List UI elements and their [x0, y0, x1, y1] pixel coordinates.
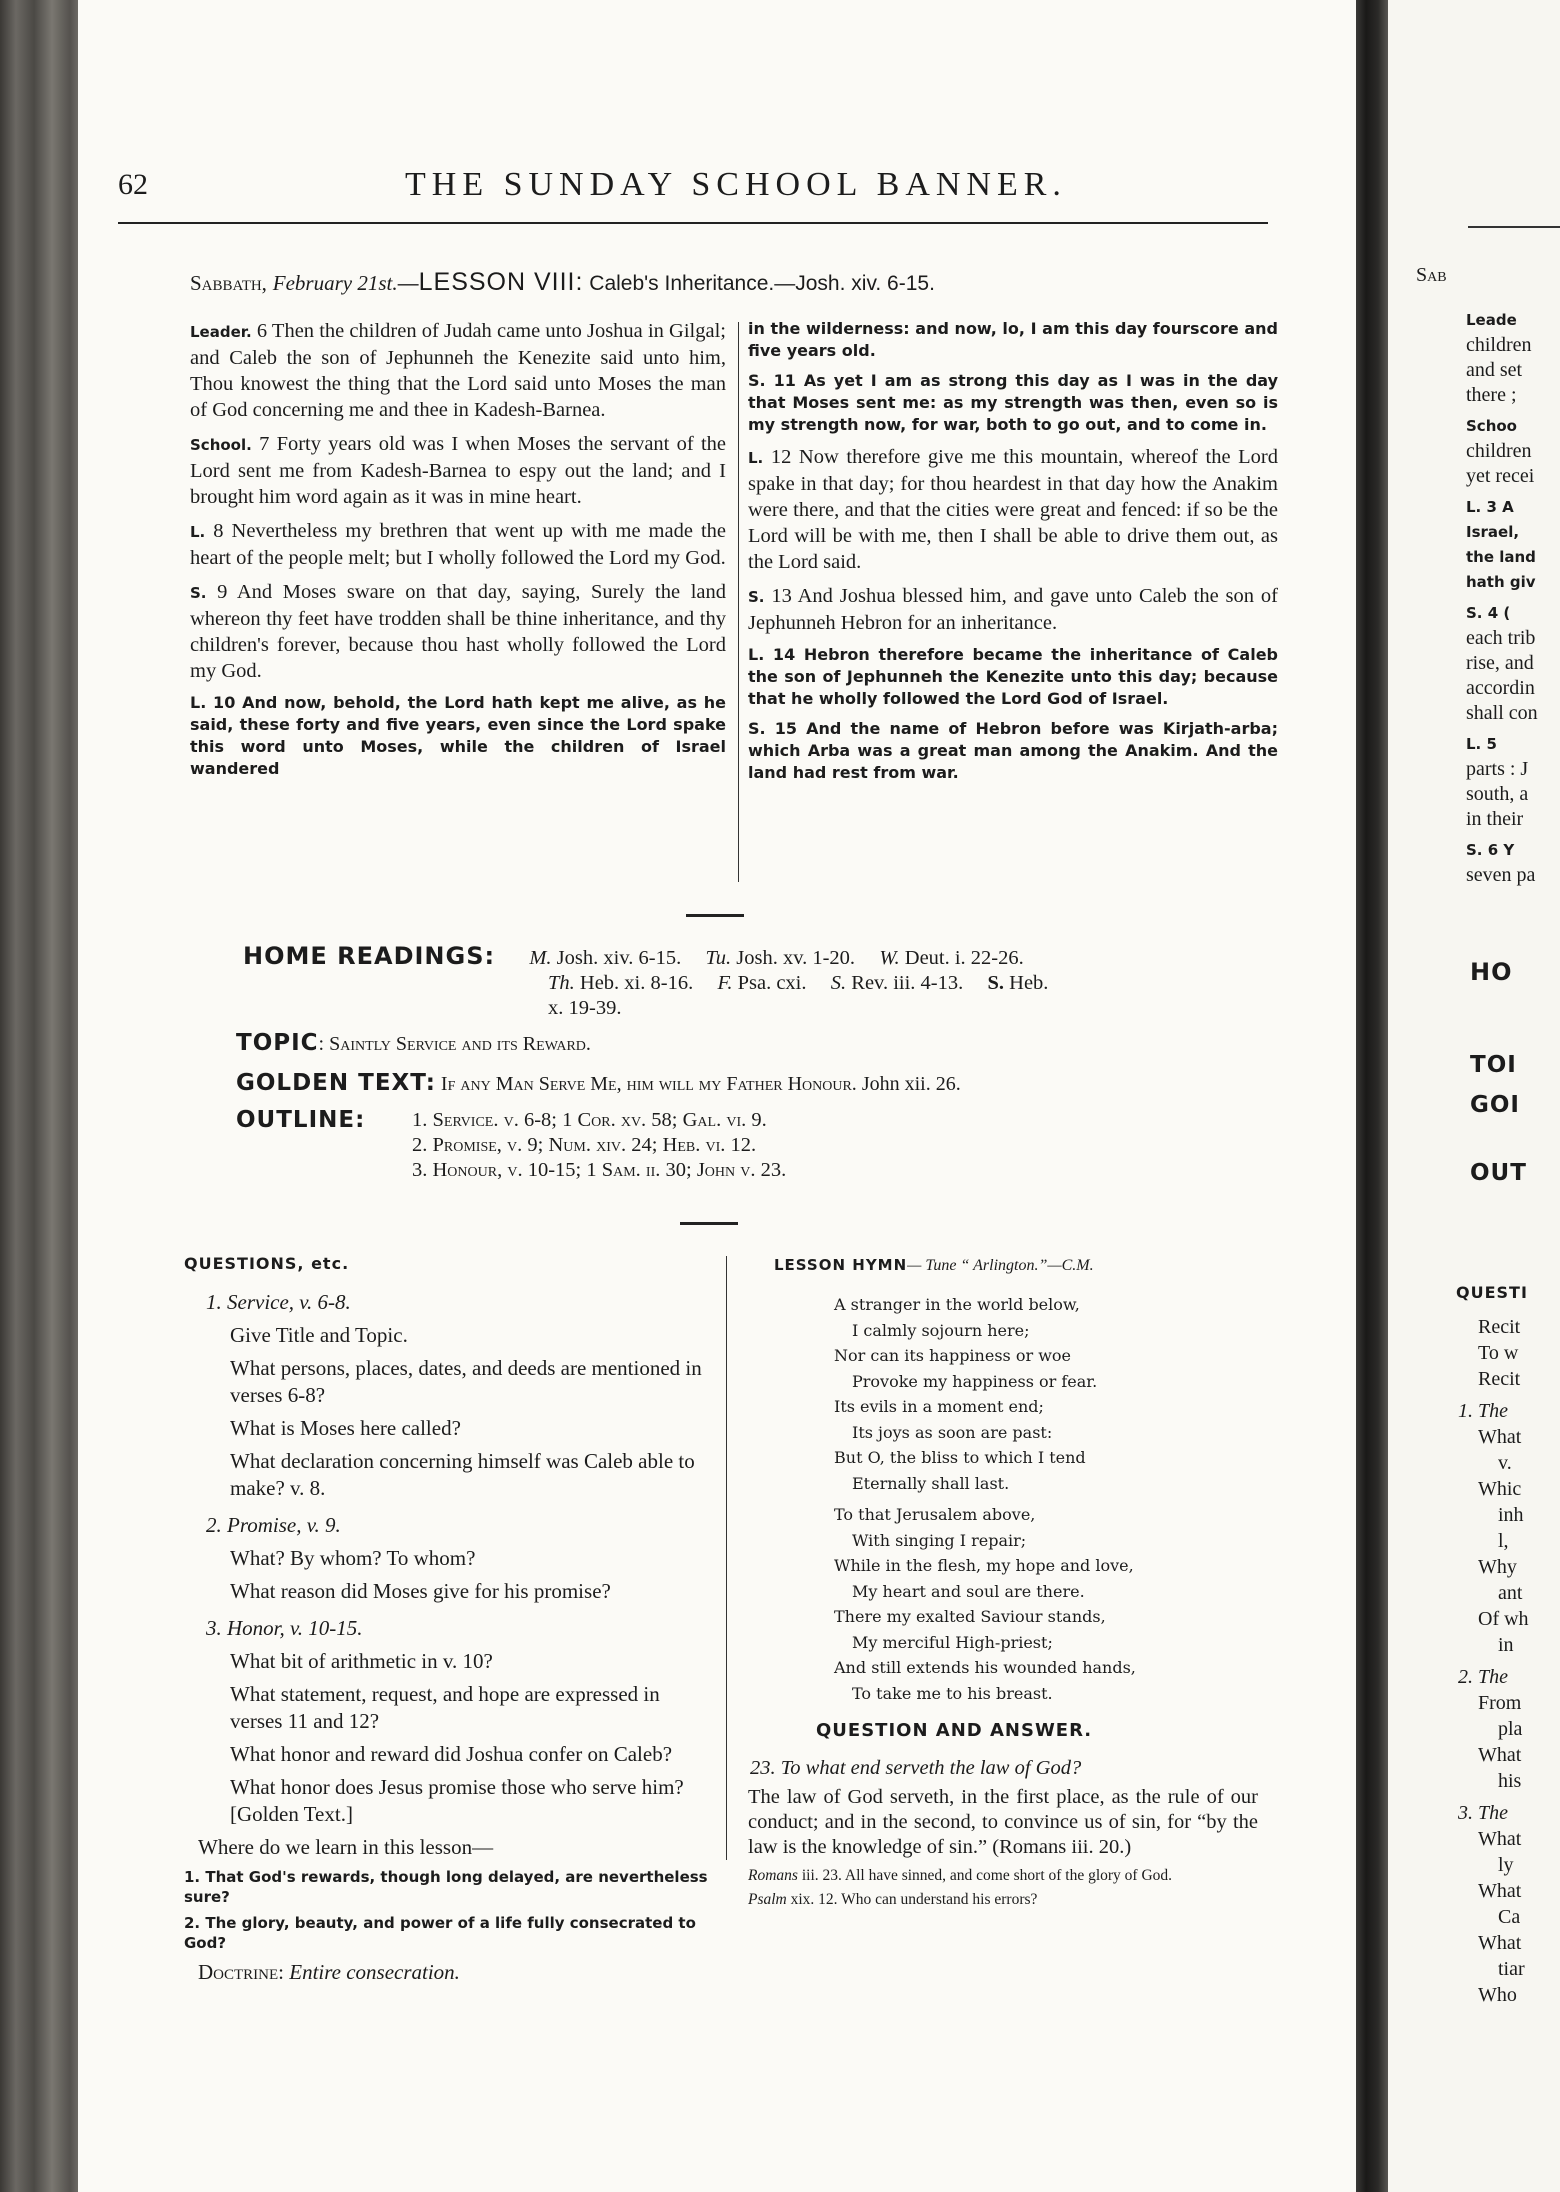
section-rule: [686, 914, 744, 917]
question: What is Moses here called?: [230, 1416, 461, 1440]
where-learn: Where do we learn in this lesson—: [198, 1835, 494, 1859]
hymn-line: And still extends his wounded hands,: [834, 1658, 1136, 1677]
next-page-rule: [1468, 226, 1560, 228]
hymn-line: Eternally shall last.: [852, 1473, 1010, 1493]
home-readings-label: HOME READINGS:: [243, 942, 496, 970]
qa-answer: The law of God serveth, in the first place, as the rule of our conduct; and in the second, to convince us of sin, for “by the law is the knowledge of sin.” (Romans iii. 20.): [748, 1786, 1258, 1858]
outline-item: 2. Promise, v. 9; Num. xiv. 24; Heb. vi. 12.: [412, 1134, 757, 1156]
question: What honor and reward did Joshua confer on Caleb?: [230, 1742, 673, 1766]
hymn-heading: LESSON HYMN: [774, 1256, 908, 1274]
reading-verse: L. 12 Now therefore give me this mountain, whereof the Lord spake in that day; for thou heardest in that day how the Anakim were there, and that the cities were great and fenced: if so be the Lord will be with me, then I shall be able to drive them out, as the Lord said.: [748, 446, 1278, 573]
page-number: 62: [118, 168, 148, 201]
lesson-label: LESSON VIII:: [418, 268, 584, 296]
doctrine: Doctrine: Entire consecration.: [198, 1960, 460, 1984]
book-spine: [0, 0, 88, 2192]
hymn-line: With singing I repair;: [852, 1530, 1027, 1550]
running-title: THE SUNDAY SCHOOL BANNER.: [405, 166, 1067, 203]
question-section-head: 1. Service, v. 6-8.: [206, 1290, 351, 1314]
hymn-line: Nor can its happiness or woe: [834, 1346, 1071, 1365]
hymn-heading-line: LESSON HYMN— Tune “ Arlington.”—C.M.: [774, 1256, 1094, 1274]
hymn-line: While in the flesh, my hope and love,: [834, 1556, 1134, 1575]
lesson-date: February 21st.: [272, 271, 398, 295]
qa-block: [748, 1756, 1258, 1910]
section-rule: [680, 1222, 738, 1225]
reading-verse: L. 8 Nevertheless my brethren that went up with me made the heart of the people melt; but I wholly followed the Lord my God.: [190, 520, 726, 569]
question: What persons, places, dates, and deeds are mentioned in verses 6-8?: [230, 1356, 702, 1407]
qa-ref: Psalm xix. 12. Who can understand his errors?: [748, 1891, 1038, 1908]
outline-item: 1. Service. v. 6-8; 1 Cor. xv. 58; Gal. vi. 9.: [412, 1109, 767, 1131]
question-section-head: 3. Honor, v. 10-15.: [206, 1616, 363, 1640]
next-page-fragment: Sab: [1416, 264, 1447, 286]
hymn-line: There my exalted Saviour stands,: [834, 1607, 1106, 1626]
question-section-head: 2. Promise, v. 9.: [206, 1513, 341, 1537]
hymn-line: I calmly sojourn here;: [852, 1320, 1030, 1340]
qa-question: 23. To what end serveth the law of God?: [750, 1757, 1082, 1779]
qa-heading: QUESTION AND ANSWER.: [816, 1720, 1093, 1741]
learn-point: 2. The glory, beauty, and power of a life fully consecrated to God?: [184, 1914, 696, 1952]
question: What reason did Moses give for his promise?: [230, 1579, 611, 1603]
question: What statement, request, and hope are expressed in verses 11 and 12?: [230, 1682, 660, 1733]
questions-column: [184, 1250, 714, 1992]
learn-point: 1. That God's rewards, though long delayed, are nevertheless sure?: [184, 1868, 708, 1906]
reading-verse: S. 9 And Moses sware on that day, saying, Surely the land whereon thy feet have trodden shall be thine inheritance, and thy children's forever, because thou hast wholly followed the Lord my God.: [190, 581, 726, 682]
column-divider: [738, 322, 739, 882]
reading-verse: S. 13 And Joshua blessed him, and gave unto Caleb the son of Jephunneh Hebron for an inheritance.: [748, 585, 1278, 634]
question: Give Title and Topic.: [230, 1323, 408, 1347]
reading-verse: School. 7 Forty years old was I when Moses the servant of the Lord sent me from Kadesh-Barnea to espy out the land; and I brought him word again as it was in mine heart.: [190, 433, 726, 508]
hymn-line: Its joys as soon are past:: [852, 1422, 1053, 1442]
hymn-line: To take me to his breast.: [852, 1683, 1053, 1703]
dash: —: [397, 272, 419, 295]
header-rule: [118, 222, 1268, 224]
question: What honor does Jesus promise those who serve him? [Golden Text.]: [230, 1775, 684, 1826]
topic-line: TOPIC: Saintly Service and its Reward.: [236, 1030, 591, 1056]
home-readings: HOME READINGS: M. Josh. xiv. 6-15. Tu. Josh. xv. 1-20. W. Deut. i. 22-26. Th. Heb. xi. 8-16. F. Psa. cxi. S. Rev. iii. 4-13. S. Heb. x. 19-39.: [243, 942, 1049, 1019]
question: What? By whom? To whom?: [230, 1546, 476, 1570]
next-page-questions: QUESTI Recit To w Recit 1. The What v. Whic inh l, Why ant Of wh in 2. The From pla What his 3. The What ly What Ca What tiar Who: [1456, 1283, 1529, 2006]
hymn-line: A stranger in the world below,: [834, 1295, 1080, 1314]
hymn-verses: [834, 1292, 1136, 1706]
reading-verse: Leader. 6 Then the children of Judah came unto Joshua in Gilgal; and Caleb the son of Jephunneh the Kenezite said unto him, Thou knowest the thing that the Lord said unto Moses the man of God concerning me and thee in Kadesh-Barnea.: [190, 320, 726, 421]
reading-verse-bold: S. 15 And the name of Hebron before was Kirjath-arba; which Arba was a great man among the Anakim. And the land had rest from war.: [748, 719, 1278, 782]
question: What bit of arithmetic in v. 10?: [230, 1649, 493, 1673]
hymn-line: Its evils in a moment end;: [834, 1397, 1044, 1416]
reading-left-column: [190, 318, 726, 788]
questions-heading: QUESTIONS, etc.: [184, 1254, 350, 1273]
facing-page: Sab Leade children and set there ; Schoo children yet recei L. 3 A Israel, the land hath giv S. 4 ( each trib rise, and accordin shall con L. 5 parts : J south, a in their S. 6 Y seven pa HO TOI GOI OUT QUESTI Recit To w Recit 1. The What v. Whic inh l, Why ant Of wh in 2. The From pla What his 3. The What ly What Ca What tiar Who: [1388, 0, 1560, 2192]
reading-verse-bold: L. 10 And now, behold, the Lord hath kept me alive, as he said, these forty and five years, even since the Lord spake this word unto Moses, while the children of Israel wandered: [190, 693, 726, 778]
hymn-line: My heart and soul are there.: [852, 1581, 1085, 1601]
lesson-title-line: [190, 268, 1250, 297]
golden-text-line: GOLDEN TEXT: If any Man Serve Me, him will my Father Honour. John xii. 26.: [236, 1070, 961, 1096]
next-page-column: Leade children and set there ; Schoo children yet recei L. 3 A Israel, the land hath giv S. 4 ( each trib rise, and accordin shall con L. 5 parts : J south, a in their S. 6 Y seven pa: [1466, 311, 1538, 886]
qa-ref: Romans iii. 23. All have sinned, and come short of the glory of God.: [748, 1867, 1173, 1884]
hymn-line: To that Jerusalem above,: [834, 1505, 1036, 1524]
hymn-line: Provoke my happiness or fear.: [852, 1371, 1098, 1391]
reading-verse-bold: in the wilderness: and now, lo, I am this day fourscore and five years old.: [748, 319, 1278, 360]
book-gutter: [1356, 0, 1388, 2192]
reading-verse-bold: S. 11 As yet I am as strong this day as I was in the day that Moses sent me: as my strength was then, even so is my strength now, for war, both to go out, and to come in.: [748, 371, 1278, 434]
sabbath-label: Sabbath,: [190, 271, 267, 295]
reading-right-column: [748, 318, 1278, 792]
question: What declaration concerning himself was Caleb able to make? v. 8.: [230, 1449, 695, 1500]
reading-verse-bold: L. 14 Hebron therefore became the inheritance of Caleb the son of Jephunneh the Kenezite unto this day; because that he wholly followed the Lord God of Israel.: [748, 645, 1278, 708]
lesson-title: Caleb's Inheritance.—Josh. xiv. 6-15.: [589, 272, 935, 295]
hymn-line: My merciful High-priest;: [852, 1632, 1053, 1652]
hymn-line: But O, the bliss to which I tend: [834, 1448, 1086, 1467]
column-divider: [726, 1256, 727, 1860]
outline-item: 3. Honour, v. 10-15; 1 Sam. ii. 30; John v. 23.: [412, 1159, 787, 1181]
